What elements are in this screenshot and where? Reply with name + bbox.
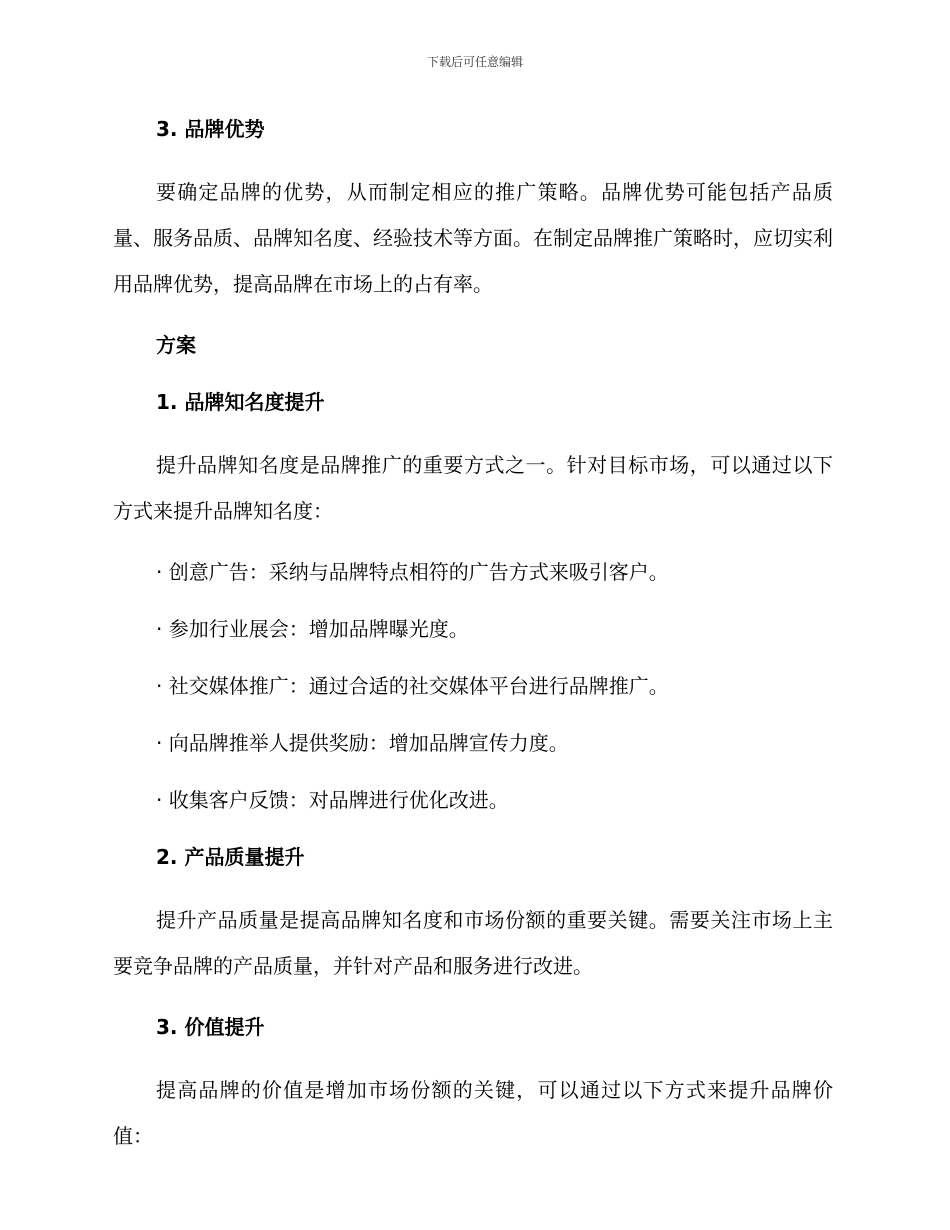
section-heading-value: 3. 价值提升 (156, 1015, 265, 1039)
document-body (113, 112, 833, 1159)
paragraph-product-quality: 提升产品质量是提高品牌知名度和市场份额的重要关键。需要关注市场上主要竞争品牌的产品质量，并针对产品和服务进行改进。 (113, 908, 833, 978)
page-header-note: 下载后可任意编辑 (426, 55, 523, 69)
section-heading-product-quality: 2. 产品质量提升 (156, 845, 305, 869)
bullet-item: · 收集客户反馈：对品牌进行优化改进。 (156, 788, 509, 812)
paragraph-brand-awareness: 提升品牌知名度是品牌推广的重要方式之一。针对目标市场，可以通过以下方式来提升品牌知名度： (113, 453, 833, 523)
paragraph-value: 提高品牌的价值是增加市场份额的关键，可以通过以下方式来提升品牌价值： (113, 1078, 833, 1148)
section-heading-brand-advantage: 3. 品牌优势 (156, 117, 265, 141)
bullet-item: · 向品牌推举人提供奖励：增加品牌宣传力度。 (156, 731, 569, 755)
plan-heading: 方案 (156, 333, 196, 357)
section-heading-brand-awareness: 1. 品牌知名度提升 (156, 390, 325, 414)
paragraph-brand-advantage: 要确定品牌的优势，从而制定相应的推广策略。品牌优势可能包括产品质量、服务品质、品牌知名度、经验技术等方面。在制定品牌推广策略时，应切实利用品牌优势，提高品牌在市场上的占有率。 (113, 180, 833, 296)
bullet-item: · 社交媒体推广：通过合适的社交媒体平台进行品牌推广。 (156, 674, 669, 698)
bullet-item: · 参加行业展会：增加品牌曝光度。 (156, 617, 469, 641)
bullet-item: · 创意广告：采纳与品牌特点相符的广告方式来吸引客户。 (156, 560, 669, 584)
